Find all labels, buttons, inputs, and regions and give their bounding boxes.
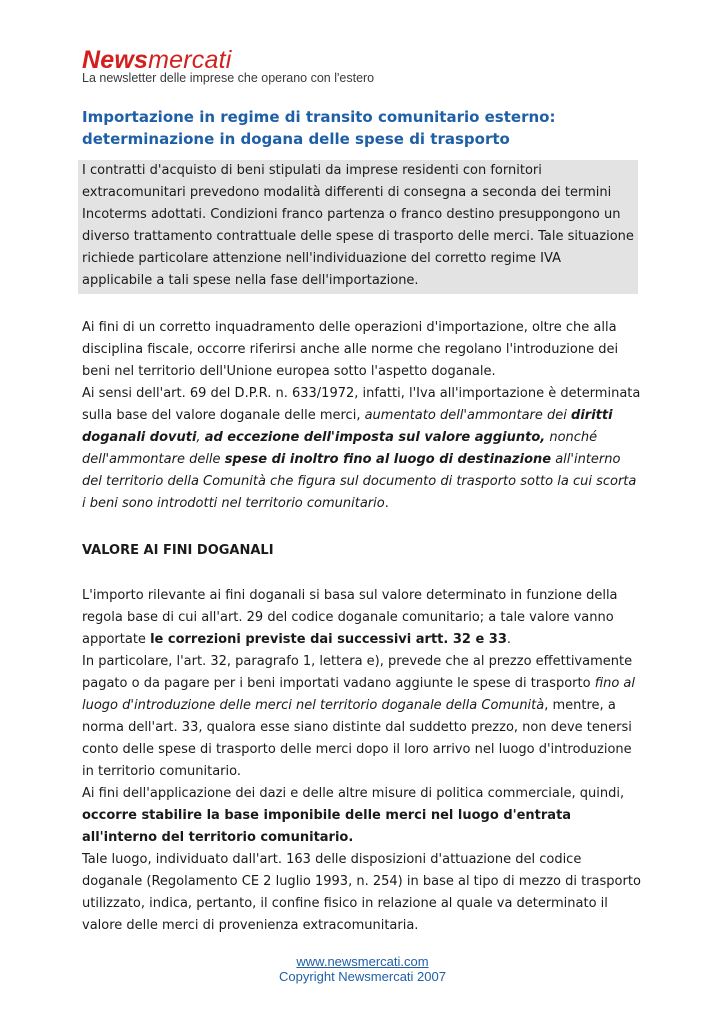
copyright-text: Copyright Newsmercati 2007: [279, 969, 446, 984]
p2-sentence-3: , mentre, a norma dell'art. 33, qualora esse siano distinte dal suddetto prezzo, non deve tenersi conto delle spese di trasporto delle merci dopo il loro arrivo nel luogo d'introduzione in territorio comunitario.: [82, 698, 632, 779]
p1-period: .: [384, 496, 389, 511]
p1-bold-italic-vat-exception: ad eccezione dell'imposta sul valore aggiunto,: [204, 430, 546, 445]
paragraph-customs-value: [82, 585, 642, 937]
p2-period: .: [506, 632, 512, 647]
website-link[interactable]: www.newsmercati.com: [296, 954, 429, 969]
p1-italic-comma: ,: [196, 430, 205, 445]
newsletter-tagline: La newsletter delle imprese che operano con l'estero: [82, 71, 375, 85]
section-heading: VALORE AI FINI DOGANALI: [82, 543, 274, 558]
p2-bold-tax-base: occorre stabilire la base imponibile delle merci nel luogo d'entrata all'interno del territorio comunitario.: [82, 808, 572, 845]
p2-italic-entry-point: fino al luogo d'introduzione delle merci nel territorio doganale della Comunità: [82, 676, 635, 713]
p1-italic-3: all'interno del territorio della Comunità che figura sul documento di trasporto sotto la cui scorta i beni sono introdotti nel territorio comunitario: [82, 452, 637, 511]
page-footer: [0, 954, 725, 984]
article-title: Importazione in regime di transito comunitario esterno: determinazione in dogana delle spese di trasporto: [82, 108, 556, 148]
p2-sentence-2: In particolare, l'art. 32, paragrafo 1, lettera e), prevede che al prezzo effettivamente pagato o da pagare per i beni importati vadano aggiunte le spese di trasporto: [82, 654, 633, 691]
logo-brand-rest: mercati: [148, 46, 232, 74]
p1-italic-1: aumentato dell'ammontare dei: [364, 408, 572, 423]
p1-italic-2: nonché dell'ammontare delle: [82, 430, 598, 467]
p2-sentence-5: Tale luogo, individuato dall'art. 163 delle disposizioni d'attuazione del codice doganale (Regolamento CE 2 luglio 1993, n. 254) in base al tipo di mezzo di trasporto utilizzato, indica, pertanto, il confine fisico in relazione al quale va determinato il valore delle merci di provenienza extracomunitaria.: [82, 852, 641, 933]
p2-bold-corrections: le correzioni previste dai successivi artt. 32 e 33: [150, 632, 507, 647]
p1-sentence-2: Ai sensi dell'art. 69 del D.P.R. n. 633/1972, infatti, l'Iva all'importazione è determinata sulla base del valore doganale delle merci,: [82, 386, 641, 423]
p1-sentence-1: Ai fini di un corretto inquadramento delle operazioni d'importazione, oltre che alla disciplina fiscale, occorre riferirsi anche alle norme che regolano l'introduzione dei beni nel territorio dell'Unione europea sotto l'aspetto doganale.: [82, 320, 619, 379]
intro-box: I contratti d'acquisto di beni stipulati da imprese residenti con fornitori extracomunitari prevedono modalità differenti di consegna a seconda dei termini Incoterms adottati. Condizioni franco partenza o franco destino presuppongono un diverso trattamento contrattuale delle spese di trasporto delle merci. Tale situazione richiede particolare attenzione nell'individuazione del corretto regime IVA applicabile a tali spese nella fase dell'importazione.: [78, 160, 638, 294]
newsmercati-logo: [82, 46, 231, 74]
logo-brand-bold: News: [82, 46, 149, 74]
p1-bold-italic-duties: diritti doganali dovuti: [82, 408, 613, 445]
p2-sentence-4: Ai fini dell'applicazione dei dazi e delle altre misure di politica commerciale, quindi,: [82, 786, 625, 801]
p2-sentence-1: L'importo rilevante ai fini doganali si basa sul valore determinato in funzione della regola base di cui all'art. 29 del codice doganale comunitario; a tale valore vanno apportate: [82, 588, 618, 647]
p1-bold-italic-shipping: spese di inoltro fino al luogo di destinazione: [224, 452, 552, 467]
paragraph-import-framework: [82, 317, 642, 515]
